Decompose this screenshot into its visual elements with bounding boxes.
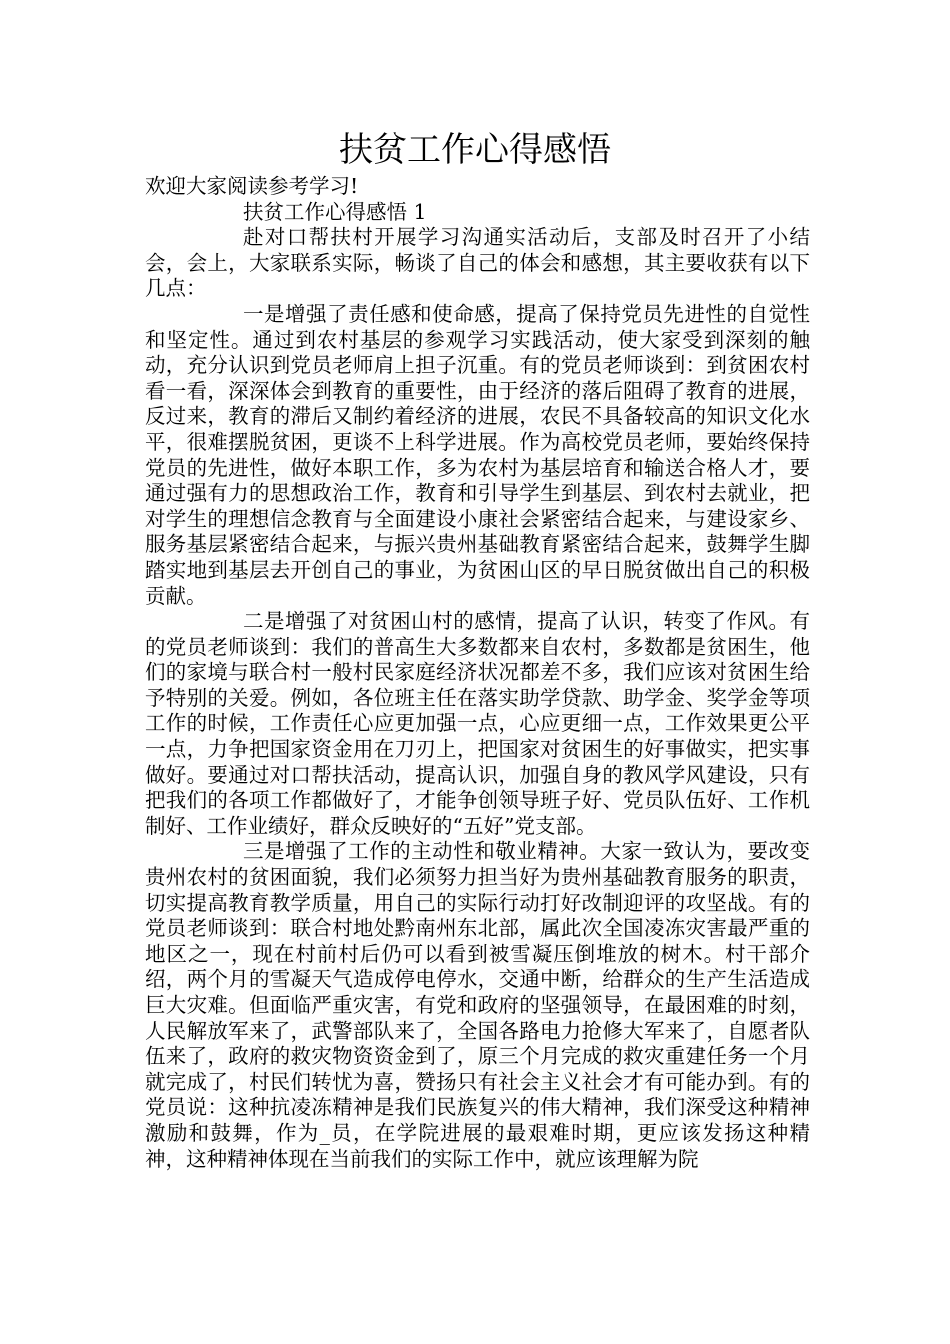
paragraph-point-two: 二是增强了对贫困山村的感情，提高了认识，转变了作风。有的党员老师谈到：我们的普高生大多数都来自农村，多数都是贫困生，他们的家境与联合村一般村民家庭经济状况都差不多，我们应该对贫困生给予特别的关爱。例如，各位班主任在落实助学贷款、助学金、奖学金等项工作的时候，工作责任心应更加强一点，心应更细一点，工作效果更公平一点，力争把国家资金用在刀刃上，把国家对贫困生的好事做实，把实事做好。要通过对口帮扶活动，提高认识，加强自身的教风学风建设，只有把我们的各项工作都做好了，才能争创领导班子好、党员队伍好、工作机制好、工作业绩好，群众反映好的“五好”党支部。 (145, 609, 810, 838)
paragraph-point-three: 三是增强了工作的主动性和敬业精神。大家一致认为，要改变贵州农村的贫困面貌，我们必须努力担当好为贵州基础教育服务的职责，切实提高教育教学质量，用自己的实际行动打好改制迎评的攻坚战。有的党员老师谈到：联合村地处黔南州东北部，属此次全国凌冻灾害最严重的地区之一，现在村前村后仍可以看到被雪凝压倒堆放的树木。村干部介绍，两个月的雪凝天气造成停电停水，交通中断，给群众的生产生活造成巨大灾难。但面临严重灾害，有党和政府的坚强领导，在最困难的时刻，人民解放军来了，武警部队来了，全国各路电力抢修大军来了，自愿者队伍来了，政府的救灾物资资金到了，原三个月完成的救灾重建任务一个月就完成了，村民们转忧为喜，赞扬只有社会主义社会才有可能办到。有的党员说：这种抗凌冻精神是我们民族复兴的伟大精神，我们深受这种精神激励和鼓舞，作为_员，在学院进展的最艰难时期，更应该发扬这种精神，这种精神体现在当前我们的实际工作中，就应该理解为院 (145, 839, 810, 1171)
intro-line: 欢迎大家阅读参考学习! (145, 174, 359, 198)
paragraph-intro: 赴对口帮扶村开展学习沟通实活动后，支部及时召开了小结会，会上，大家联系实际，畅谈了自己的体会和感想，其主要收获有以下几点： (145, 225, 810, 301)
document-title: 扶贫工作心得感悟 (339, 130, 611, 170)
section-heading: 扶贫工作心得感悟 1 (243, 199, 427, 224)
paragraph-point-one: 一是增强了责任感和使命感，提高了保持党员先进性的自觉性和坚定性。通过到农村基层的参观学习实践活动，使大家受到深刻的触动，充分认识到党员老师肩上担子沉重。有的党员老师谈到：到贫困农村看一看，深深体会到教育的重要性，由于经济的落后阻碍了教育的进展，反过来，教育的滞后又制约着经济的进展，农民不具备较高的知识文化水平，很难摆脱贫困，更谈不上科学进展。作为高校党员老师，要始终保持党员的先进性，做好本职工作，多为农村为基层培育和输送合格人才，要通过强有力的思想政治工作，教育和引导学生到基层、到农村去就业，把对学生的理想信念教育与全面建设小康社会紧密结合起来，与建设家乡、服务基层紧密结合起来，与振兴贵州基础教育紧密结合起来，鼓舞学生脚踏实地到基层去开创自己的事业，为贫困山区的早日脱贫做出自己的积极贡献。 (145, 301, 810, 608)
document-body (145, 174, 810, 1172)
